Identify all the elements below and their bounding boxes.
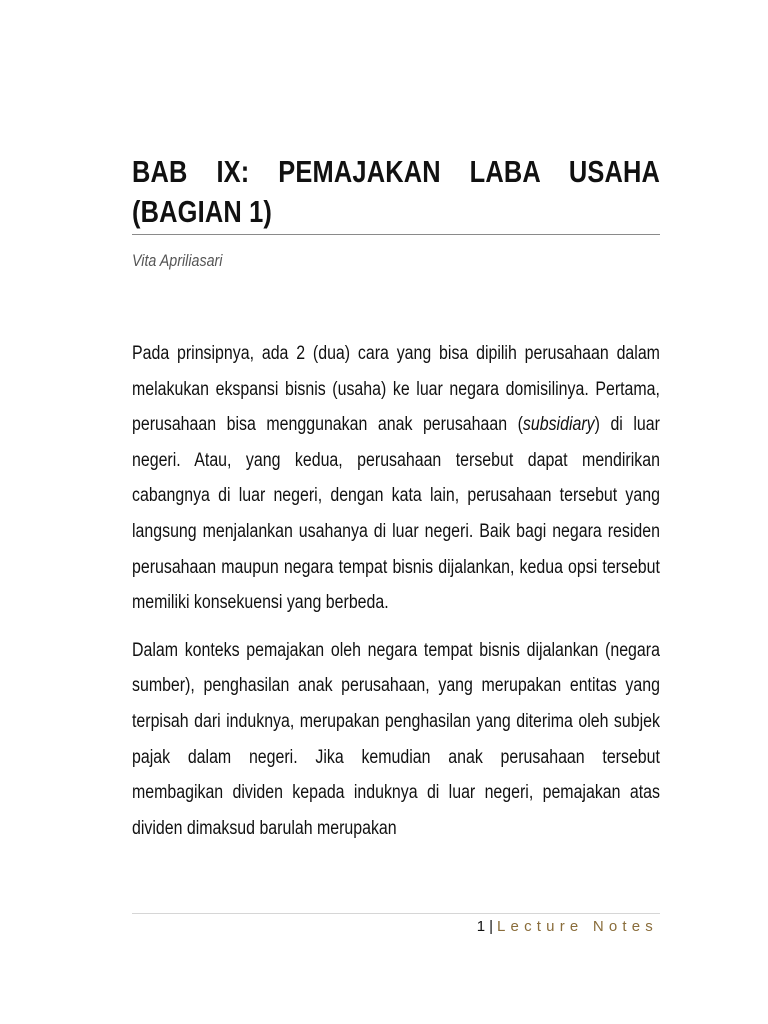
footer-separator: |: [489, 918, 494, 935]
body-text: [132, 336, 660, 846]
footer-label: Lecture Notes: [497, 918, 658, 935]
author-name: Vita Apriliasari: [132, 251, 223, 270]
title-divider: [132, 234, 660, 235]
paragraph-2: Dalam konteks pemajakan oleh negara tempat bisnis dijalankan (negara sumber), penghasilan anak perusahaan, yang merupakan entitas yang terpisah dari induknya, merupakan penghasilan yang diterima oleh subjek pajak dalam negeri. Jika kemudian anak perusahaan tersebut membagikan dividen kepada induknya di luar negeri, pemajakan atas dividen dimaksud barulah merupakan: [132, 639, 660, 839]
paragraph-1-emphasis: subsidiary: [522, 414, 595, 436]
page-footer: [477, 918, 658, 935]
paragraph-1-text-after: ) di luar negeri. Atau, yang kedua, perusahaan tersebut dapat mendirikan cabangnya di luar negeri, dengan kata lain, perusahaan tersebut yang langsung menjalankan usahanya di luar negeri. Baik bagi negara residen perusahaan maupun negara tempat bisnis dijalankan, kedua opsi tersebut memiliki konsekuensi yang berbeda.: [132, 414, 660, 614]
paragraph-1-text-before: Pada prinsipnya, ada 2 (dua) cara yang bisa dipilih perusahaan dalam melakukan ekspansi bisnis (usaha) ke luar negara domisilinya. Pertama, perusahaan bisa menggunakan anak perusahaan (: [132, 343, 660, 436]
page-title: BAB IX: PEMAJAKAN LABA USAHA (BAGIAN 1): [132, 154, 661, 229]
paragraph-1: [132, 336, 660, 621]
footer-divider: [132, 913, 660, 914]
page-number: 1: [476, 918, 486, 935]
